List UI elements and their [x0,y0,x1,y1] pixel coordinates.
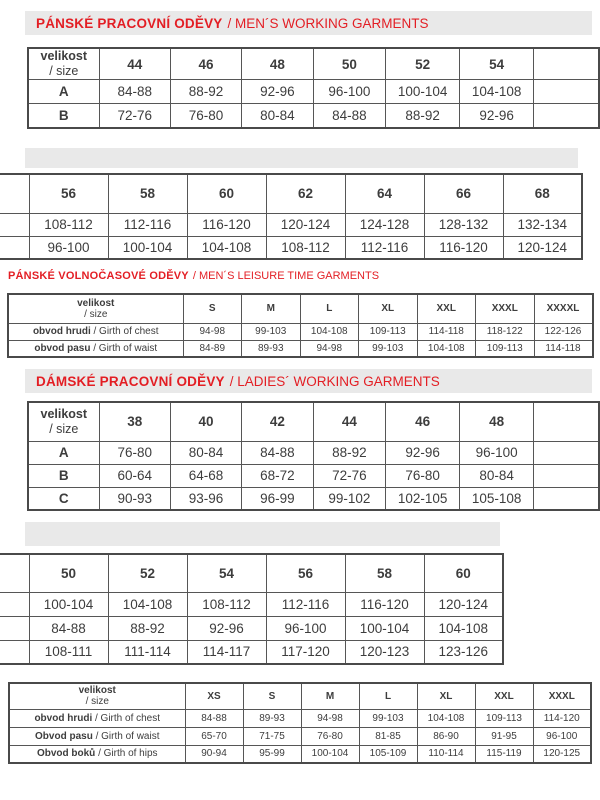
size-label-cell: velikost / size [28,48,99,80]
size-header-row [8,294,593,323]
size-header-cell: 54 [460,48,534,80]
size-header-cell: XS [185,683,243,709]
value-cell: 100-104 [345,616,424,640]
value-cell: 99-103 [359,340,418,357]
value-cell: 104-108 [108,592,187,616]
value-cell: 95-99 [243,745,301,763]
measurement-label-cell: Obvod boků / Girth of hips [9,745,185,763]
size-header-row [0,554,503,592]
value-cell: 76-80 [170,104,241,128]
value-cell: 91-95 [475,727,533,745]
size-header-cell: 60 [187,174,266,213]
size-header-cell: 48 [242,48,313,80]
value-cell: 109-113 [476,340,535,357]
value-cell: 120-124 [424,592,503,616]
value-cell: 104-108 [187,236,266,259]
value-cell: 104-108 [417,709,475,727]
table-row [8,340,593,357]
table-mens-working-sizes-56-68 [0,173,583,260]
cut-off-cell [534,441,599,464]
size-header-cell: XXXL [476,294,535,323]
value-cell: 120-124 [266,213,345,236]
section-title-english: / MEN´S WORKING GARMENTS [227,15,429,31]
value-cell: 110-114 [417,745,475,763]
table-ladies-measurements [8,682,592,764]
value-cell: 92-96 [460,104,534,128]
table-row [28,104,599,128]
size-header-cell: 56 [29,174,108,213]
size-header-cell: S [183,294,242,323]
size-header-cell: 56 [266,554,345,592]
value-cell: 84-88 [313,104,386,128]
cut-off-cell [0,592,29,616]
value-cell: 76-80 [301,727,359,745]
value-cell: 123-126 [424,640,503,664]
size-header-cell: XL [417,683,475,709]
measurement-label-cell: obvod pasu / Girth of waist [8,340,183,357]
value-cell: 89-93 [243,709,301,727]
value-cell: 96-99 [242,487,313,510]
size-label-cell: velikost / size [8,294,183,323]
size-header-cell: XXL [475,683,533,709]
cut-off-cell [0,174,29,213]
section-header-ladies-working [25,369,592,393]
value-cell: 84-88 [29,616,108,640]
value-cell: 96-100 [266,616,345,640]
value-cell: 64-68 [170,464,241,487]
value-cell: 120-124 [503,236,582,259]
ladies-working-part1-grid [27,401,600,511]
size-header-cell: 46 [386,402,460,441]
value-cell: 99-103 [359,709,417,727]
size-header-cell: 58 [345,554,424,592]
size-header-cell: 52 [108,554,187,592]
value-cell: 76-80 [99,441,170,464]
value-cell: 100-104 [386,80,460,104]
value-cell: 96-100 [313,80,386,104]
value-cell: 108-111 [29,640,108,664]
value-cell: 92-96 [242,80,313,104]
ladies-working-part2-grid [0,553,504,665]
value-cell: 99-103 [242,323,301,340]
value-cell: 109-113 [359,323,418,340]
value-cell: 80-84 [460,464,534,487]
measurement-label-cell: Obvod pasu / Girth of waist [9,727,185,745]
table-mens-leisure-sizes [7,293,594,358]
table-row [28,487,599,510]
table-row [9,709,591,727]
table-row [0,640,503,664]
cut-off-cell [534,464,599,487]
cut-off-cell [0,236,29,259]
value-cell: 88-92 [170,80,241,104]
value-cell: 90-94 [185,745,243,763]
size-header-row [28,48,599,80]
size-header-cell: 54 [187,554,266,592]
size-header-cell: L [359,683,417,709]
ladies-measurements-grid [8,682,592,764]
mens-leisure-grid [7,293,594,358]
cut-off-cell [534,48,599,80]
value-cell: 81-85 [359,727,417,745]
size-header-cell: 52 [386,48,460,80]
value-cell: 84-88 [242,441,313,464]
size-header-cell: L [300,294,359,323]
value-cell: 92-96 [187,616,266,640]
value-cell: 96-100 [29,236,108,259]
size-header-cell: XL [359,294,418,323]
value-cell: 94-98 [301,709,359,727]
mens-working-part2-grid [0,173,583,260]
value-cell: 96-100 [460,441,534,464]
value-cell: 108-112 [187,592,266,616]
value-cell: 108-112 [266,236,345,259]
value-cell: 104-108 [300,323,359,340]
cut-off-cell [534,487,599,510]
size-header-cell: 38 [99,402,170,441]
table-mens-working-sizes-44-54 [27,47,600,129]
value-cell: 94-98 [300,340,359,357]
size-header-cell: XXXXL [534,294,593,323]
section-title-czech: PÁNSKÉ VOLNOČASOVÉ ODĚVY [8,270,189,282]
divider-bar [25,148,578,168]
value-cell: 84-88 [99,80,170,104]
value-cell: 100-104 [29,592,108,616]
value-cell: 93-96 [170,487,241,510]
table-row [8,323,593,340]
size-label-cell: velikost / size [28,402,99,441]
size-header-cell: M [242,294,301,323]
measurement-label-cell: obvod hrudi / Girth of chest [8,323,183,340]
value-cell: 111-114 [108,640,187,664]
value-cell: 118-122 [476,323,535,340]
value-cell: 100-104 [301,745,359,763]
table-row [0,616,503,640]
size-header-cell: XXXL [533,683,591,709]
table-row [28,441,599,464]
value-cell: 84-88 [185,709,243,727]
row-label-cell: A [28,80,99,104]
size-header-cell: 44 [99,48,170,80]
value-cell: 114-120 [533,709,591,727]
value-cell: 114-118 [534,340,593,357]
cut-off-cell [0,640,29,664]
value-cell: 104-108 [460,80,534,104]
size-header-cell: 42 [242,402,313,441]
size-header-row [0,174,582,213]
value-cell: 112-116 [345,236,424,259]
value-cell: 116-120 [187,213,266,236]
cut-off-cell [534,80,599,104]
value-cell: 104-108 [417,340,476,357]
table-row [28,464,599,487]
value-cell: 89-93 [242,340,301,357]
cut-off-cell [534,402,599,441]
size-header-cell: 68 [503,174,582,213]
value-cell: 104-108 [424,616,503,640]
value-cell: 88-92 [313,441,386,464]
size-header-cell: 44 [313,402,386,441]
value-cell: 120-125 [533,745,591,763]
size-header-cell: 40 [170,402,241,441]
value-cell: 88-92 [386,104,460,128]
value-cell: 114-118 [417,323,476,340]
size-header-cell: 50 [313,48,386,80]
value-cell: 90-93 [99,487,170,510]
table-ladies-working-sizes-38-48 [27,401,600,511]
section-title-czech: DÁMSKÉ PRACOVNÍ ODĚVY [36,373,225,389]
value-cell: 80-84 [242,104,313,128]
value-cell: 132-134 [503,213,582,236]
size-header-cell: 64 [345,174,424,213]
value-cell: 72-76 [313,464,386,487]
value-cell: 114-117 [187,640,266,664]
divider-bar [25,522,500,546]
value-cell: 128-132 [424,213,503,236]
size-header-cell: 58 [108,174,187,213]
measurement-label-cell: obvod hrudi / Girth of chest [9,709,185,727]
table-row [0,236,582,259]
size-header-cell: 62 [266,174,345,213]
value-cell: 88-92 [108,616,187,640]
value-cell: 76-80 [386,464,460,487]
section-header-mens-working [25,11,592,35]
section-title-czech: PÁNSKÉ PRACOVNÍ ODĚVY [36,15,223,31]
value-cell: 105-108 [460,487,534,510]
table-row [9,745,591,763]
size-header-cell: S [243,683,301,709]
value-cell: 86-90 [417,727,475,745]
value-cell: 96-100 [533,727,591,745]
cut-off-cell [0,213,29,236]
value-cell: 112-116 [108,213,187,236]
value-cell: 65-70 [185,727,243,745]
row-label-cell: B [28,104,99,128]
size-header-cell: 46 [170,48,241,80]
value-cell: 72-76 [99,104,170,128]
value-cell: 117-120 [266,640,345,664]
size-header-cell: 66 [424,174,503,213]
value-cell: 84-89 [183,340,242,357]
value-cell: 124-128 [345,213,424,236]
value-cell: 116-120 [424,236,503,259]
section-title-english: / MEN´S LEISURE TIME GARMENTS [192,270,380,282]
table-row [0,213,582,236]
row-label-cell: C [28,487,99,510]
cut-off-cell [534,104,599,128]
size-header-cell: 60 [424,554,503,592]
size-header-cell: M [301,683,359,709]
value-cell: 120-123 [345,640,424,664]
section-title-english: / LADIES´ WORKING GARMENTS [229,373,440,389]
value-cell: 122-126 [534,323,593,340]
value-cell: 112-116 [266,592,345,616]
row-label-cell: A [28,441,99,464]
value-cell: 115-119 [475,745,533,763]
mens-working-part1-grid [27,47,600,129]
cut-off-cell [0,554,29,592]
size-header-cell: XXL [417,294,476,323]
value-cell: 94-98 [183,323,242,340]
table-ladies-working-sizes-50-60 [0,553,504,665]
row-label-cell: B [28,464,99,487]
value-cell: 71-75 [243,727,301,745]
value-cell: 100-104 [108,236,187,259]
table-row [0,592,503,616]
value-cell: 92-96 [386,441,460,464]
size-label-cell: velikost / size [9,683,185,709]
value-cell: 116-120 [345,592,424,616]
value-cell: 108-112 [29,213,108,236]
value-cell: 102-105 [386,487,460,510]
value-cell: 60-64 [99,464,170,487]
size-header-cell: 50 [29,554,108,592]
value-cell: 68-72 [242,464,313,487]
size-header-row [9,683,591,709]
cut-off-cell [0,616,29,640]
value-cell: 80-84 [170,441,241,464]
value-cell: 105-109 [359,745,417,763]
value-cell: 109-113 [475,709,533,727]
value-cell: 99-102 [313,487,386,510]
section-header-mens-leisure [8,268,379,284]
size-header-cell: 48 [460,402,534,441]
table-row [28,80,599,104]
size-header-row [28,402,599,441]
table-row [9,727,591,745]
